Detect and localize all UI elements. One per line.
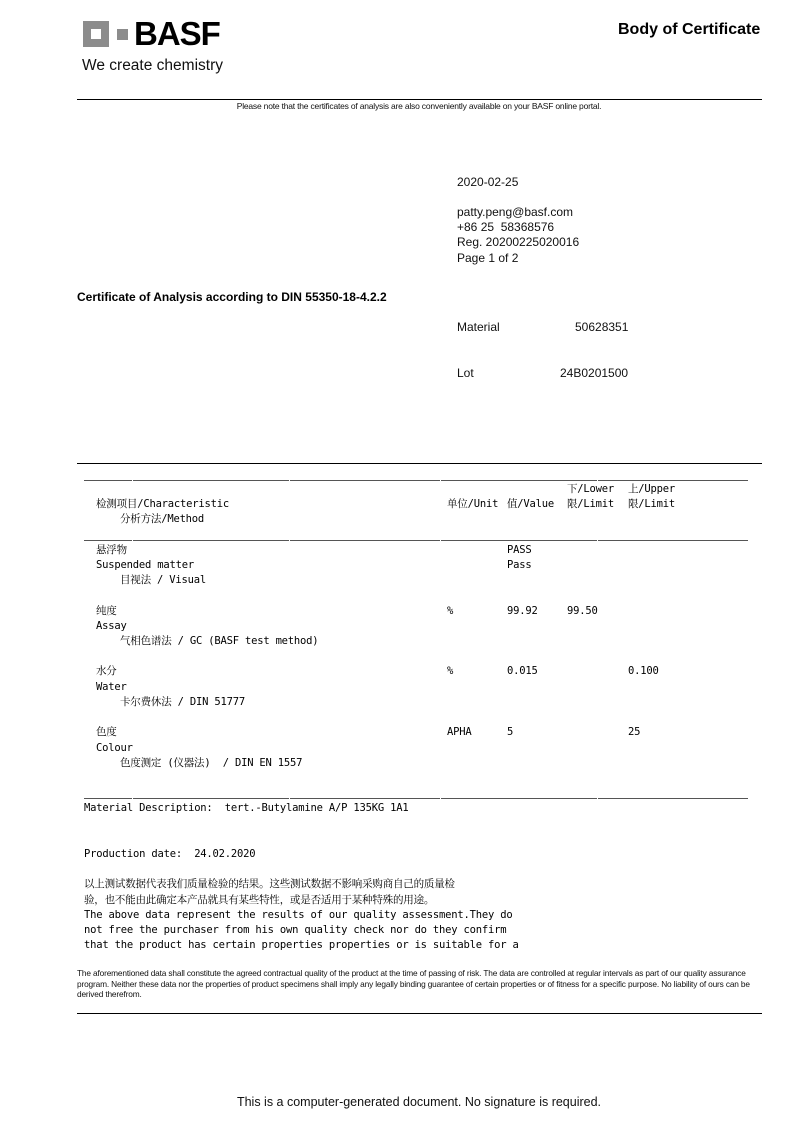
characteristic-cn: 悬浮物 bbox=[96, 544, 127, 556]
characteristic-en: Assay bbox=[96, 620, 127, 632]
issue-date: 2020-02-25 bbox=[457, 175, 519, 189]
unit: APHA bbox=[447, 726, 472, 738]
basf-logo-square-large bbox=[83, 21, 109, 47]
header-value: 值/Value bbox=[507, 498, 555, 510]
header-upper-limit-1: 上/Upper bbox=[628, 483, 676, 495]
value: 99.92 bbox=[507, 605, 538, 617]
brand-tagline: We create chemistry bbox=[82, 57, 223, 74]
basf-logo-square-small bbox=[117, 29, 128, 40]
statement-en-line-1: The above data represent the results of our quality assessment.They do bbox=[84, 909, 513, 921]
page-indicator: Page 1 of 2 bbox=[457, 251, 519, 265]
characteristic-cn: 水分 bbox=[96, 665, 117, 677]
table-top-divider bbox=[77, 463, 762, 464]
document-title: Body of Certificate bbox=[618, 21, 761, 38]
header-lower-limit-1: 下/Lower bbox=[567, 483, 615, 495]
footer-note: This is a computer-generated document. No signature is required. bbox=[236, 1095, 602, 1109]
lot-label: Lot bbox=[457, 366, 474, 380]
statement-en-line-2: not free the purchaser from his own quality check nor do they confirm bbox=[84, 924, 507, 936]
header-characteristic: 检测项目/Characteristic bbox=[96, 498, 230, 510]
unit: % bbox=[447, 665, 454, 677]
method: 卡尔费休法 / DIN 51777 bbox=[120, 696, 245, 708]
brand-logo: BASF bbox=[134, 15, 220, 52]
statement-cn-line-1: 以上测试数据代表我们质量检验的结果。这些测试数据不影响采购商自己的质量检 bbox=[84, 878, 455, 890]
value-secondary: Pass bbox=[507, 559, 532, 571]
unit: % bbox=[447, 605, 454, 617]
method: 目视法 / Visual bbox=[120, 574, 206, 586]
portal-note: Please note that the certificates of analysis are also conveniently available on your BASF online portal. bbox=[236, 101, 602, 111]
material-description: Material Description: tert.-Butylamine A/P 135KG 1A1 bbox=[84, 802, 409, 814]
header-unit: 单位/Unit bbox=[447, 498, 499, 510]
statement-en-line-3: that the product has certain properties properties or is suitable for a bbox=[84, 939, 519, 951]
value: 5 bbox=[507, 726, 514, 738]
upper-limit: 25 bbox=[628, 726, 641, 738]
certificate-title: Certificate of Analysis according to DIN 55350-18-4.2.2 bbox=[77, 290, 387, 304]
upper-limit: 0.100 bbox=[628, 665, 659, 677]
header-upper-limit-2: 限/Limit bbox=[628, 498, 676, 510]
characteristic-cn: 色度 bbox=[96, 726, 117, 738]
contact-phone: +86 25 58368576 bbox=[457, 220, 555, 234]
value: PASS bbox=[507, 544, 532, 556]
footer-divider bbox=[77, 1013, 762, 1014]
characteristic-cn: 纯度 bbox=[96, 605, 117, 617]
material-value: 50628351 bbox=[575, 320, 629, 334]
method: 气相色谱法 / GC (BASF test method) bbox=[120, 635, 319, 647]
production-date: Production date: 24.02.2020 bbox=[84, 848, 256, 860]
statement-cn-line-2: 验，也不能由此确定本产品就具有某些特性，或是否适用于某种特殊的用途。 bbox=[84, 894, 435, 906]
legal-disclaimer: The aforementioned data shall constitute the agreed contractual quality of the product at the time of passing of risk. The data are controlled at regular intervals as part of our quality assurance program. Neither these data nor the properties of product specimens shall imply any legally binding guarantee of certain properties or of fitness for a specific purpose. No liability of ours can be derived therefrom. bbox=[77, 968, 750, 999]
contact-email: patty.peng@basf.com bbox=[457, 205, 574, 219]
header-lower-limit-2: 限/Limit bbox=[567, 498, 615, 510]
material-label: Material bbox=[457, 320, 500, 334]
header-divider bbox=[77, 99, 762, 100]
lower-limit: 99.50 bbox=[567, 605, 598, 617]
characteristic-en: Suspended matter bbox=[96, 559, 194, 571]
lot-value: 24B0201500 bbox=[560, 366, 629, 380]
method: 色度测定 (仪器法) / DIN EN 1557 bbox=[120, 757, 303, 769]
characteristic-en: Colour bbox=[96, 742, 133, 754]
registration-number: Reg. 20200225020016 bbox=[457, 235, 580, 249]
header-method: 分析方法/Method bbox=[120, 513, 205, 525]
value: 0.015 bbox=[507, 665, 538, 677]
characteristic-en: Water bbox=[96, 681, 127, 693]
